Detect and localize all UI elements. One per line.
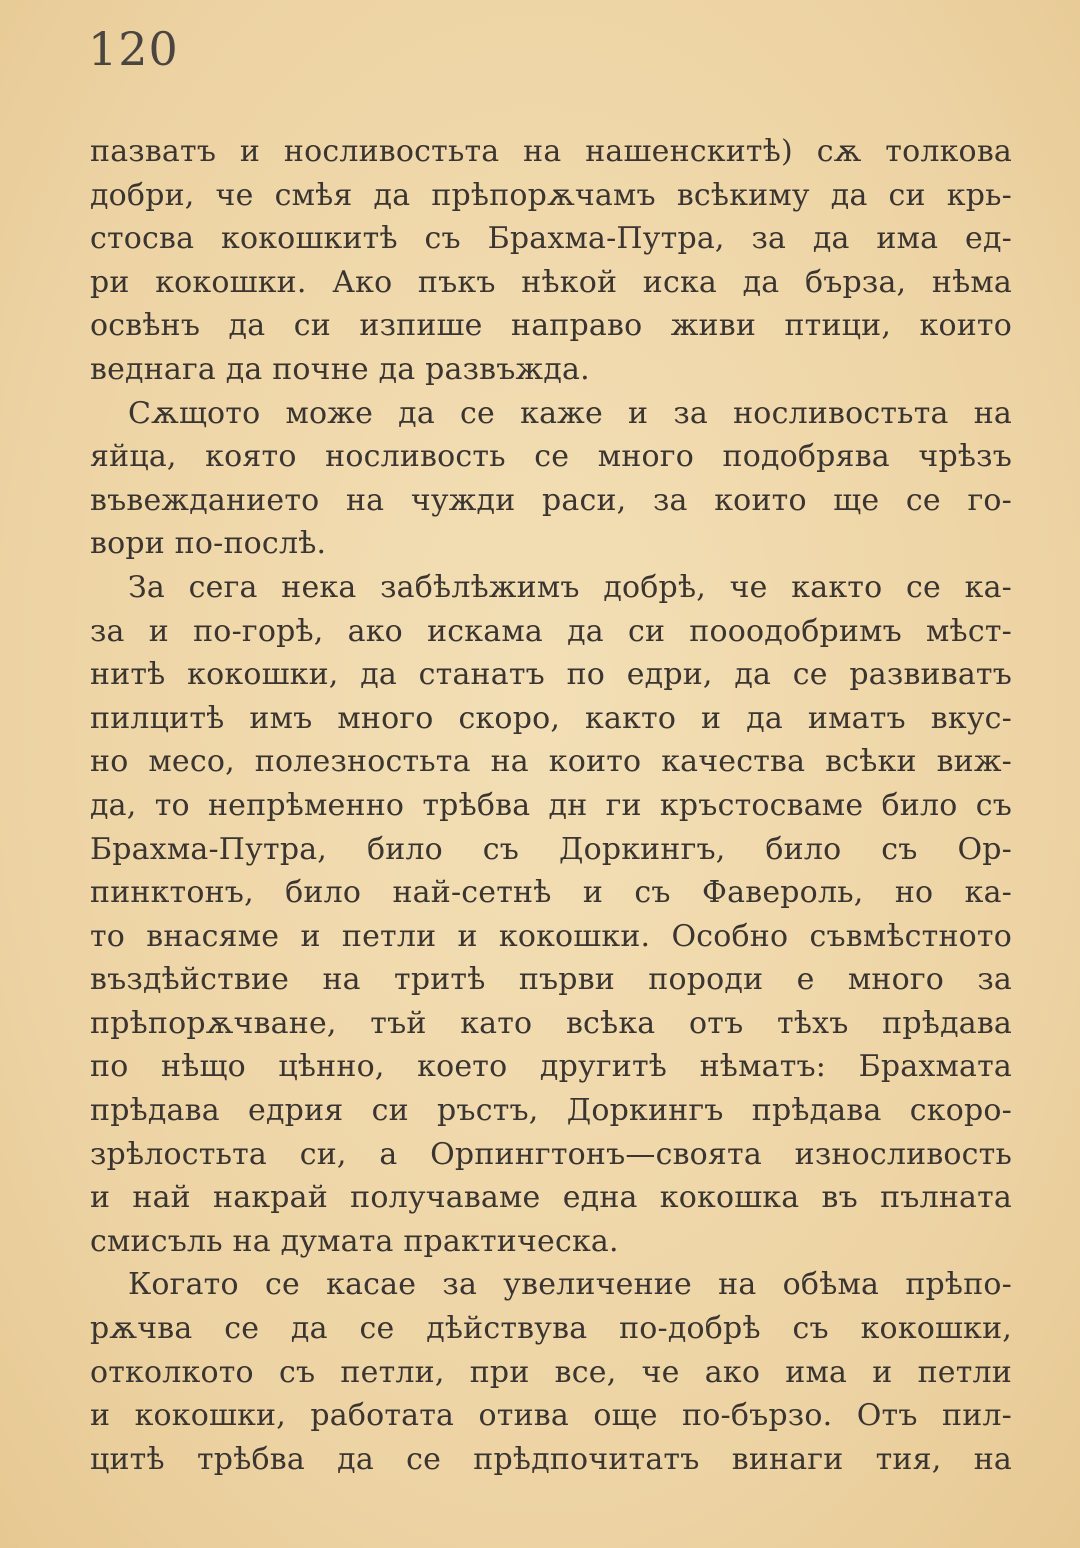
text-line: нитѣ кокошки, да станатъ по едри, да се развиватъ xyxy=(90,657,1012,693)
text-line: веднага да почне да развъжда. xyxy=(90,351,590,387)
text-line: прѣдава едрия си ръстъ, Доркингъ прѣдава скоро- xyxy=(90,1093,1012,1129)
paragraph-1 xyxy=(90,130,1012,392)
text-line: пилцитѣ имъ много скоро, както и да иматъ вкус- xyxy=(90,700,1012,736)
text-line: яйца, която носливость се много подобрява чрѣзъ xyxy=(90,439,1012,475)
page-text xyxy=(90,130,1012,1481)
text-line: цитѣ трѣбва да се прѣдпочитатъ винаги тия, на xyxy=(90,1441,1012,1477)
page-number: 120 xyxy=(88,22,179,76)
text-line: ри кокошки. Ако пъкъ нѣкой иска да бърза, нѣма xyxy=(90,264,1012,300)
text-line: прѣпорѫчване, тъй като всѣка отъ тѣхъ прѣдава xyxy=(90,1005,1012,1041)
text-line: Сѫщото може да се каже и за носливостьта на xyxy=(128,395,1012,431)
text-line: за и по-горѣ, ако искама да си пооодобримъ мѣст- xyxy=(90,613,1012,649)
text-line: да, то непрѣменно трѣбва дн ги кръстосваме било съ xyxy=(90,787,1012,823)
text-line: зрѣлостьта си, а Орпингтонъ—своята износливость xyxy=(90,1136,1012,1172)
text-line: въвежданието на чужди раси, за които ще се го- xyxy=(90,482,1012,518)
text-line: стосва кокошкитѣ съ Брахма-Путра, за да има ед- xyxy=(90,221,1012,257)
text-line: рѫчва се да се дѣйствува по-добрѣ съ кокошки, xyxy=(90,1311,1012,1347)
text-line: добри, че смѣя да прѣпорѫчамъ всѣкиму да си крь- xyxy=(90,177,1012,213)
text-line: и кокошки, работата отива още по-бързо. Отъ пил- xyxy=(90,1398,1012,1434)
text-line: пазватъ и носливостьта на нашенскитѣ) сѫ толкова xyxy=(90,134,1012,169)
text-line: отколкото съ петли, при все, че ако има и петли xyxy=(90,1354,1012,1390)
paragraph-4 xyxy=(90,1263,1012,1481)
paragraph-2 xyxy=(90,392,1012,566)
text-line: и най накрай получаваме една кокошка въ пълната xyxy=(90,1180,1012,1216)
text-line: За сега нека забѣлѣжимъ добрѣ, че както се ка- xyxy=(128,569,1012,605)
paragraph-3 xyxy=(90,566,1012,1264)
text-line: освѣнъ да си изпише направо живи птици, които xyxy=(90,308,1012,344)
text-line: Когато се касае за увеличение на обѣма прѣпо- xyxy=(128,1267,1012,1303)
text-line: въздѣйствие на тритѣ първи породи е много за xyxy=(90,962,1012,998)
text-line: то внасяме и петли и кокошки. Особно съвмѣстното xyxy=(90,918,1012,954)
text-line: но месо, полезностьта на които качества всѣки виж- xyxy=(90,744,1012,780)
text-line: смисъль на думата практическа. xyxy=(90,1223,619,1259)
text-line: по нѣщо цѣнно, което другитѣ нѣматъ: Брахмата xyxy=(90,1049,1012,1085)
text-line: пинктонъ, било най-сетнѣ и съ Фавероль, но ка- xyxy=(90,875,1012,911)
text-line: вори по-послѣ. xyxy=(90,526,327,562)
text-line: Брахма-Путра, било съ Доркингъ, било съ Ор- xyxy=(90,831,1012,867)
